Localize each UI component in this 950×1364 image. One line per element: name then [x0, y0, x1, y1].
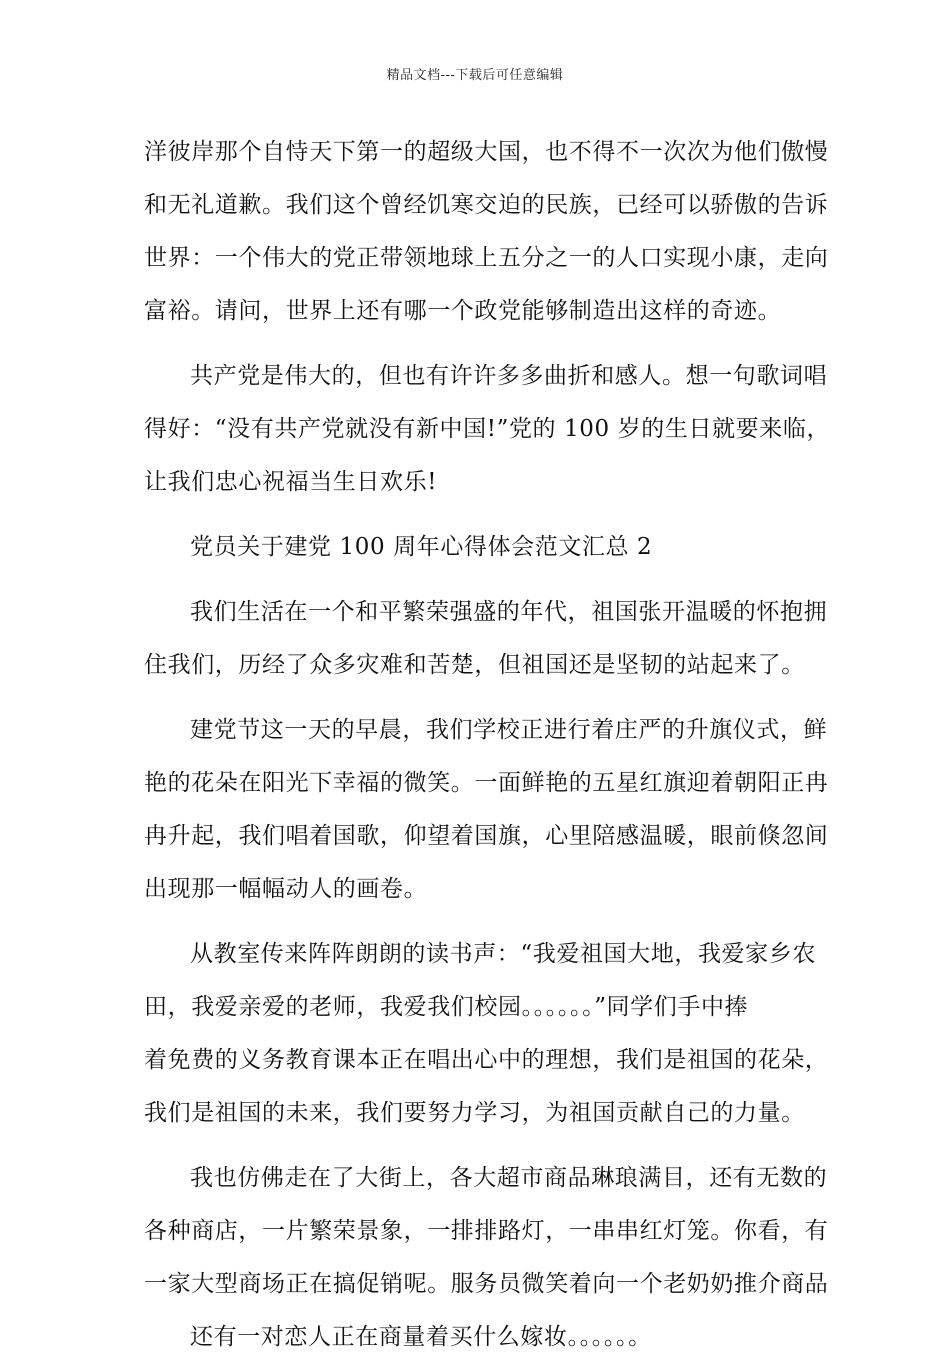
text-line: 着免费的义务教育课本正在唱出心中的理想，我们是祖国的花朵，	[144, 1047, 829, 1073]
text-line: 艳的花朵在阳光下幸福的微笑。一面鲜艳的五星红旗迎着朝阳正冉	[144, 770, 829, 796]
text-line: 从教室传来阵阵朗朗的读书声：“我爱祖国大地，我爱家乡农	[190, 941, 816, 967]
text-line: 世界：一个伟大的党正带领地球上五分之一的人口实现小康，走向	[144, 245, 829, 271]
text-line: 我们是祖国的未来，我们要努力学习，为祖国贡献自己的力量。	[144, 1100, 805, 1126]
heading-line: 党员关于建党 100 周年心得体会范文汇总 2	[190, 534, 653, 560]
paragraph	[144, 1152, 829, 1311]
paragraph	[144, 126, 829, 338]
document-body	[144, 126, 831, 1364]
text-line: 得好：“没有共产党就没有新中国!”党的 100 岁的生日就要来临，	[144, 416, 831, 442]
text-line: 建党节这一天的早晨，我们学校正进行着庄严的升旗仪式，鲜	[190, 717, 828, 743]
paragraph	[144, 928, 829, 1140]
text-line: 出现那一幅幅动人的画卷。	[144, 876, 428, 902]
text-line: 洋彼岸那个自恃天下第一的超级大国，也不得不一次次为他们傲慢	[144, 139, 829, 165]
text-line: 冉升起，我们唱着国歌，仰望着国旗，心里陪感温暖，眼前倏忽间	[144, 823, 829, 849]
text-line: 一家大型商场正在搞促销呢。服务员微笑着向一个老奶奶推介商品	[144, 1271, 829, 1297]
paragraph	[144, 350, 831, 509]
page-header: 精品文档---下载后可任意编辑	[386, 68, 564, 83]
paragraph	[144, 586, 828, 692]
text-line: 我们生活在一个和平繁荣强盛的年代，祖国张开温暖的怀抱拥	[190, 599, 828, 625]
paragraph	[144, 1311, 806, 1364]
text-line: 还有一对恋人正在商量着买什么嫁妆。。。。。。	[190, 1324, 652, 1350]
text-line: 田，我爱亲爱的老师，我爱我们校园。。。。。。”同学们手中捧	[144, 994, 749, 1020]
section-heading	[144, 521, 806, 574]
text-line: 住我们，历经了众多灾难和苦楚，但祖国还是坚韧的站起来了。	[144, 652, 805, 678]
text-line: 富裕。请问，世界上还有哪一个政党能够制造出这样的奇迹。	[144, 298, 782, 324]
text-line: 让我们忠心祝福当生日欢乐!	[144, 469, 438, 495]
text-line: 我也仿佛走在了大街上，各大超市商品琳琅满目，还有无数的	[190, 1165, 828, 1191]
text-line: 共产党是伟大的，但也有许许多多曲折和感人。想一句歌词唱	[190, 363, 828, 389]
text-line: 和无礼道歉。我们这个曾经饥寒交迫的民族，已经可以骄傲的告诉	[144, 192, 829, 218]
paragraph	[144, 704, 829, 916]
text-line: 各种商店，一片繁荣景象，一排排路灯，一串串红灯笼。你看，有	[144, 1218, 829, 1244]
